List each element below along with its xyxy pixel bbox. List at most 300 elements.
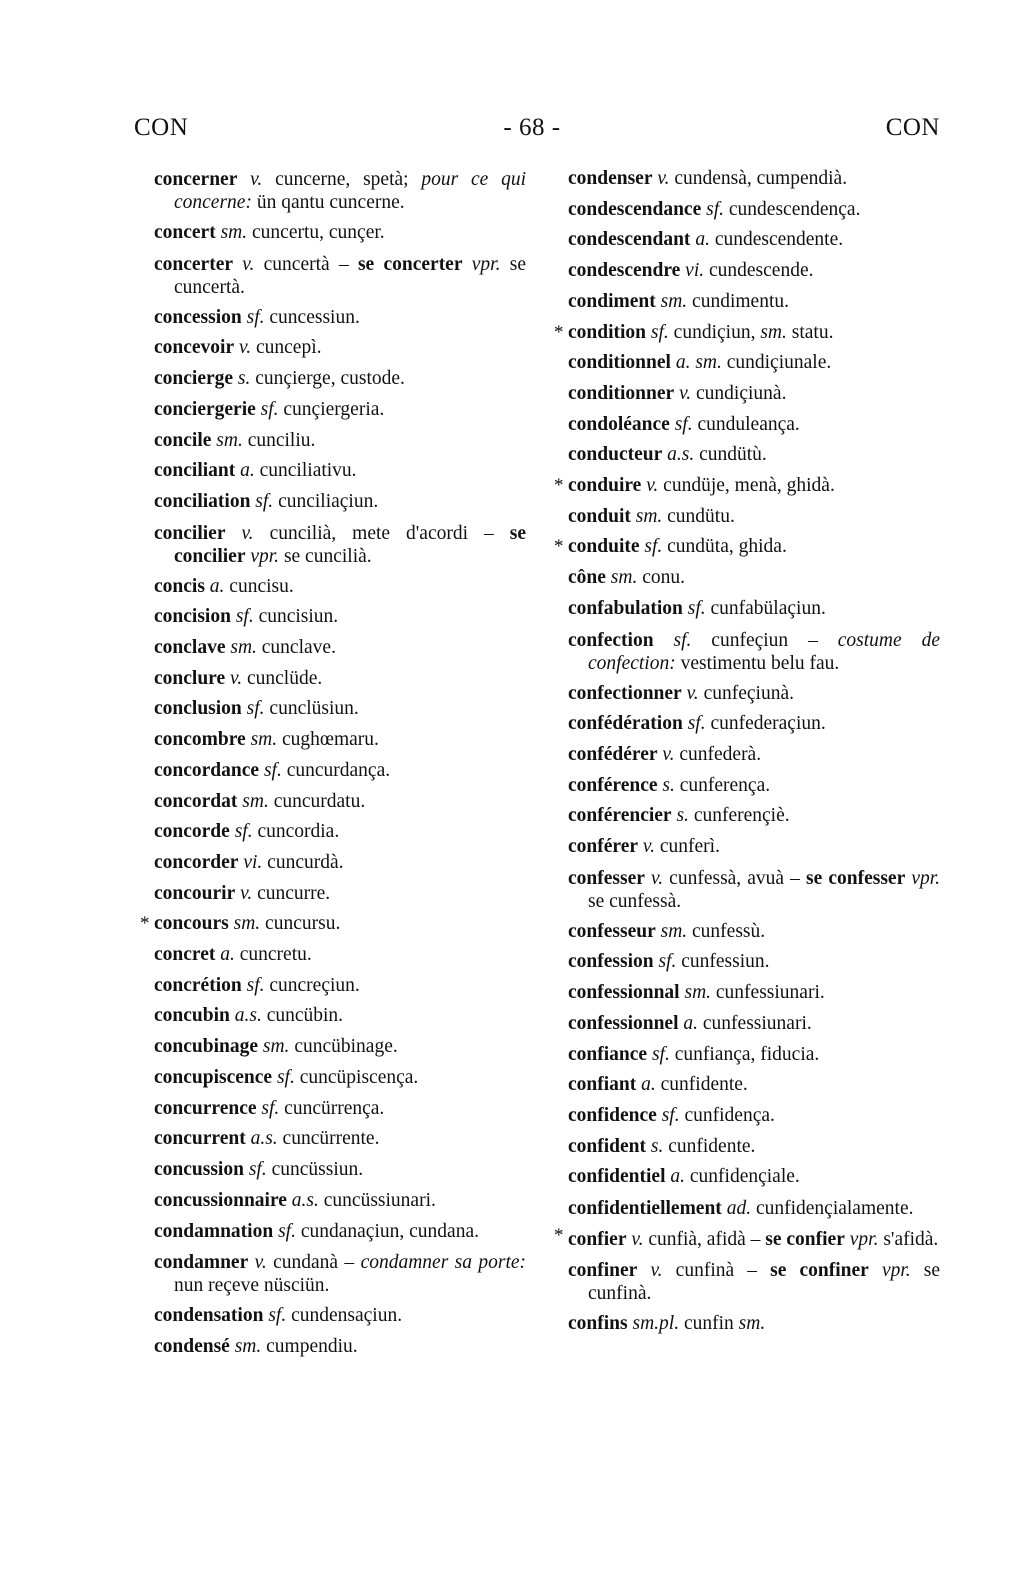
grammar-tag: sm.	[760, 321, 787, 343]
translation: cundiçiunà.	[696, 382, 787, 404]
sub-headword: se concilier	[174, 522, 527, 567]
dictionary-entry	[568, 287, 940, 318]
translation: cunfinà –	[675, 1260, 758, 1282]
headword: conduit	[568, 505, 631, 527]
headword: confection	[568, 629, 654, 651]
translation: cundanaçiun, cundana.	[300, 1221, 479, 1243]
headword: concierge	[154, 368, 234, 390]
grammar-tag: sf.	[248, 1158, 267, 1180]
dictionary-entry	[568, 863, 940, 917]
dictionary-entry	[568, 771, 940, 802]
dictionary-entry	[554, 471, 940, 502]
headword: concordance	[154, 759, 260, 781]
common-word-marker: *	[554, 475, 564, 497]
headword: confiance	[568, 1043, 648, 1065]
dictionary-entry	[154, 333, 526, 364]
grammar-tag: sm.	[660, 290, 688, 312]
translation: se cuncilià.	[283, 545, 372, 567]
dictionary-entry	[154, 364, 526, 395]
headword: concret	[154, 944, 216, 966]
headword: conclure	[154, 667, 226, 689]
headword: concis	[154, 575, 205, 597]
headword: condensé	[154, 1336, 230, 1358]
grammar-tag: v.	[631, 1229, 644, 1251]
headword: confédérer	[568, 743, 658, 765]
common-word-marker: *	[554, 1225, 564, 1247]
translation: cunfin	[683, 1313, 734, 1335]
headword: confabulation	[568, 597, 683, 619]
dictionary-entry	[154, 725, 526, 756]
grammar-tag: sm.	[738, 1313, 766, 1335]
translation: cundescendença.	[728, 198, 861, 220]
translation: cuncurdança.	[286, 759, 391, 781]
translation: cuncisiun.	[258, 606, 339, 628]
headword: confessionnel	[568, 1012, 679, 1034]
headword: conclave	[154, 637, 226, 659]
dictionary-entry	[154, 940, 526, 971]
grammar-tag: sf.	[260, 398, 279, 420]
headword: concision	[154, 606, 231, 628]
headword: concordat	[154, 790, 238, 812]
grammar-tag: sf.	[276, 1066, 295, 1088]
grammar-tag: s.	[662, 774, 675, 796]
translation: cuncübinage.	[294, 1036, 398, 1058]
headword: confectionner	[568, 682, 682, 704]
grammar-tag: a.s.	[250, 1128, 278, 1150]
dictionary-entry	[154, 1124, 526, 1155]
headword: conférencier	[568, 805, 672, 827]
headword: confédération	[568, 713, 683, 735]
dictionary-entry	[154, 694, 526, 725]
headword: concourir	[154, 882, 236, 904]
translation: cuncübin.	[266, 1005, 344, 1027]
grammar-tag: v.	[679, 382, 692, 404]
common-word-marker: *	[554, 321, 564, 343]
translation: cundensà, cumpendià.	[674, 168, 848, 189]
grammar-tag: sm.	[660, 920, 688, 942]
headword: concorder	[154, 851, 239, 873]
dictionary-entry	[568, 1101, 940, 1132]
translation: cunfederà.	[679, 743, 762, 765]
translation: se cuncertà.	[174, 253, 526, 298]
headword: condensation	[154, 1305, 264, 1327]
dictionary-entry	[154, 1186, 526, 1217]
translation: cundescendente.	[714, 229, 844, 251]
dictionary-entry	[154, 1332, 526, 1363]
dictionary-entry	[568, 594, 940, 625]
headword: condoléance	[568, 413, 670, 435]
page-number: - 68 -	[503, 114, 561, 141]
grammar-tag: a.	[240, 460, 255, 482]
dictionary-entry	[154, 787, 526, 818]
dictionary-entry	[154, 1032, 526, 1063]
headword: confident	[568, 1135, 646, 1157]
translation: cunçierge, custode.	[255, 368, 405, 390]
headword: confession	[568, 951, 654, 973]
headword: concupiscence	[154, 1066, 273, 1088]
sub-headword: se confesser	[806, 867, 906, 889]
dictionary-entry	[568, 256, 940, 287]
phrase-translation: vestimentu belu fau.	[680, 652, 840, 674]
header-right-guideword: CON	[885, 114, 940, 141]
translation: cuncüssiunari.	[323, 1189, 436, 1211]
headword: conducteur	[568, 444, 663, 466]
dictionary-entry	[568, 709, 940, 740]
dictionary-entry	[154, 1063, 526, 1094]
translation: cuncretu.	[239, 944, 312, 966]
dictionary-entry	[568, 164, 940, 195]
dictionary-entry	[154, 518, 526, 572]
dictionary-entry	[568, 195, 940, 226]
grammar-tag: v.	[650, 1260, 663, 1282]
grammar-tag: sf.	[235, 606, 254, 628]
headword: conditionner	[568, 382, 675, 404]
headword: confier	[568, 1229, 627, 1251]
dictionary-entry	[568, 348, 940, 379]
grammar-tag: sf.	[263, 759, 282, 781]
headword: confesseur	[568, 920, 656, 942]
grammar-tag: a.s.	[667, 444, 695, 466]
headword: concession	[154, 306, 242, 328]
grammar-tag: sf.	[268, 1305, 287, 1327]
grammar-tag: sf.	[687, 713, 706, 735]
translation: cunfià, afidà –	[648, 1229, 761, 1251]
translation: statu.	[791, 321, 834, 343]
translation: cunfidençiale.	[689, 1166, 800, 1188]
grammar-tag: sm.	[233, 913, 261, 935]
translation: cunfabülaçiun.	[710, 597, 826, 619]
headword: condescendant	[568, 229, 691, 251]
translation: cundimentu.	[692, 290, 789, 312]
dictionary-entry	[568, 679, 940, 710]
headword: confidentiel	[568, 1166, 666, 1188]
grammar-tag: v.	[642, 836, 655, 858]
translation: cumpendiu.	[266, 1336, 358, 1358]
translation: cunfeçiun –	[711, 629, 818, 651]
headword: concorde	[154, 821, 230, 843]
dictionary-entry	[154, 633, 526, 664]
headword: conciliation	[154, 490, 251, 512]
headword: concurrent	[154, 1128, 246, 1150]
dictionary-entry	[154, 848, 526, 879]
dictionary-entry	[568, 410, 940, 441]
headword: concert	[154, 222, 216, 243]
translation: cunfiança, fiducia.	[674, 1043, 820, 1065]
grammar-tag: sm.	[242, 790, 269, 812]
grammar-tag: sm.	[220, 222, 248, 243]
grammar-tag: s.	[237, 368, 251, 390]
translation: cunciliu.	[247, 429, 316, 451]
headword: concurrence	[154, 1097, 257, 1119]
grammar-tag: a.	[683, 1012, 699, 1034]
translation: cuncertu, cunçer.	[252, 222, 385, 243]
sub-headword: se concerter	[357, 253, 463, 275]
translation: cuncilià, mete d'acordi –	[269, 522, 494, 544]
translation: cuncürrente.	[282, 1128, 380, 1150]
dictionary-entry	[568, 563, 940, 594]
grammar-tag: sf.	[246, 306, 265, 328]
headword: conciergerie	[154, 398, 256, 420]
translation: cundensaçiun.	[291, 1305, 403, 1327]
grammar-tag: sf.	[650, 321, 669, 343]
grammar-tag: s.	[676, 805, 689, 827]
headword: condamner	[154, 1252, 249, 1274]
dictionary-entry	[154, 664, 526, 695]
dictionary-entry	[568, 1040, 940, 1071]
dictionary-entry	[154, 879, 526, 910]
grammar-tag: sf.	[651, 1043, 670, 1065]
sub-headword: se confier	[765, 1229, 845, 1251]
translation: cundanà –	[273, 1252, 355, 1274]
dictionary-entry	[568, 1193, 940, 1224]
headword: concilier	[154, 522, 226, 544]
translation: cunclüde.	[246, 667, 323, 689]
dictionary-entry	[154, 1247, 526, 1301]
grammar-tag: v.	[250, 169, 263, 190]
translation: s'afidà.	[883, 1229, 939, 1251]
common-word-marker: *	[140, 913, 150, 935]
dictionary-entry	[154, 1301, 526, 1332]
phrase: condamner sa porte:	[360, 1252, 527, 1274]
phrase-translation: nun reçeve nüsciün.	[174, 1275, 330, 1297]
translation: cuncessiun.	[269, 306, 360, 328]
headword: condition	[568, 321, 647, 343]
dictionary-entry	[568, 1162, 940, 1193]
headword: conduite	[568, 536, 640, 558]
translation: cunferençiè.	[693, 805, 790, 827]
translation: cundüta, ghida.	[667, 536, 787, 558]
translation: se cunfinà.	[588, 1260, 941, 1305]
translation: cunclüsiun.	[269, 698, 359, 720]
translation: cuncepì.	[255, 337, 322, 359]
dictionary-entry	[154, 456, 526, 487]
dictionary-entry	[154, 602, 526, 633]
translation: cunfidençialamente.	[755, 1198, 914, 1220]
grammar-tag: sf.	[706, 198, 725, 220]
headword: concrétion	[154, 974, 242, 996]
grammar-tag: sf.	[255, 490, 274, 512]
headword: confidence	[568, 1104, 657, 1126]
translation: cundütù.	[699, 444, 767, 466]
left-column	[140, 164, 527, 1363]
dictionary-entry	[568, 947, 940, 978]
dictionary-entry	[568, 502, 940, 533]
translation: cuncüssiun.	[271, 1158, 364, 1180]
dictionary-entry	[154, 164, 526, 218]
translation: cunfidente.	[668, 1135, 756, 1157]
dictionary-entry	[554, 532, 940, 563]
headword: concours	[154, 913, 229, 935]
translation: cunfessà, avuà –	[669, 867, 800, 889]
dictionary-entry	[568, 832, 940, 863]
dictionary-entry	[154, 1094, 526, 1125]
translation: cuncordia.	[257, 821, 340, 843]
grammar-tag: ad.	[726, 1198, 752, 1220]
headword: condamnation	[154, 1221, 274, 1243]
dictionary-entry	[568, 801, 940, 832]
grammar-tag: v.	[241, 522, 254, 544]
translation: cunfederaçiun.	[710, 713, 826, 735]
translation: cunfessù.	[692, 920, 766, 942]
headword: conférence	[568, 774, 658, 796]
dictionary-entry	[568, 1070, 940, 1101]
translation: cuncurdà.	[267, 851, 344, 873]
translation: cunciliativu.	[259, 460, 357, 482]
dictionary-entry	[154, 218, 526, 249]
grammar-tag: v.	[662, 743, 675, 765]
dictionary-entry	[568, 740, 940, 771]
translation: cunçiergeria.	[283, 398, 385, 420]
headword: concombre	[154, 729, 246, 751]
dictionary-entry	[154, 1001, 526, 1032]
grammar-tag: a.	[695, 229, 710, 251]
headword: concubin	[154, 1005, 230, 1027]
dictionary-entry	[154, 1216, 526, 1247]
translation: cunfessiunari.	[702, 1012, 812, 1034]
dictionary-entry	[568, 917, 940, 948]
grammar-tag: sf.	[658, 951, 677, 973]
grammar-tag: a.s.	[291, 1189, 319, 1211]
grammar-tag: sm.	[216, 429, 243, 451]
headword: concevoir	[154, 337, 235, 359]
grammar-tag: a.	[641, 1074, 656, 1096]
grammar-tag: v.	[239, 337, 252, 359]
grammar-tag: a. sm.	[675, 352, 722, 374]
dictionary-entry	[154, 756, 526, 787]
dictionary-entry	[154, 971, 526, 1002]
headword: concile	[154, 429, 212, 451]
grammar-tag: vpr.	[471, 253, 501, 275]
headword: concussionnaire	[154, 1189, 287, 1211]
translation: cundüje, menà, ghidà.	[663, 475, 835, 497]
grammar-tag: sm.	[230, 637, 257, 659]
headword: conclusion	[154, 698, 242, 720]
translation: cunduleança.	[697, 413, 800, 435]
headword: confins	[568, 1313, 628, 1335]
common-word-marker: *	[554, 536, 564, 558]
translation: cunferì.	[659, 836, 720, 858]
header-left-guideword: CON	[134, 114, 189, 141]
grammar-tag: sf.	[278, 1221, 296, 1243]
grammar-tag: vi.	[243, 851, 263, 873]
sub-headword: se confiner	[770, 1260, 869, 1282]
translation: cuncisu.	[229, 575, 294, 597]
grammar-tag: sf.	[246, 698, 265, 720]
dictionary-entry	[554, 1224, 940, 1255]
translation: cuncurdatu.	[273, 790, 366, 812]
dictionary-entry	[568, 225, 940, 256]
grammar-tag: sm.	[250, 729, 278, 751]
translation: cunciliaçiun.	[278, 490, 379, 512]
headword: condenser	[568, 168, 653, 189]
grammar-tag: vi.	[685, 260, 705, 282]
grammar-tag: sm.	[262, 1036, 290, 1058]
translation: cuncurre.	[257, 882, 331, 904]
grammar-tag: a.	[209, 575, 225, 597]
headword: confiner	[568, 1260, 638, 1282]
grammar-tag: v.	[657, 168, 670, 189]
grammar-tag: sf.	[246, 974, 265, 996]
grammar-tag: s.	[650, 1135, 664, 1157]
grammar-tag: sm.	[635, 505, 663, 527]
grammar-tag: v.	[240, 882, 253, 904]
headword: cône	[568, 567, 606, 589]
dictionary-entry	[568, 1309, 940, 1340]
phrase: pour ce qui concerne:	[174, 169, 527, 213]
dictionary-entry	[554, 318, 940, 349]
headword: confesser	[568, 867, 645, 889]
headword: concerner	[154, 169, 238, 190]
dictionary-entry	[154, 487, 526, 518]
grammar-tag: a.s.	[234, 1005, 262, 1027]
grammar-tag: v.	[254, 1252, 267, 1274]
translation: cunfessiunari.	[715, 982, 825, 1004]
right-column	[554, 164, 941, 1340]
grammar-tag: sf.	[674, 413, 693, 435]
grammar-tag: sm.	[684, 982, 712, 1004]
dictionary-entry	[568, 1009, 940, 1040]
translation: cuncerne, spetà;	[275, 169, 409, 190]
translation: cunfeçiunà.	[703, 682, 794, 704]
grammar-tag: v.	[646, 475, 659, 497]
headword: confessionnal	[568, 982, 680, 1004]
translation: cunferença.	[679, 774, 771, 796]
translation: se cunfessà.	[588, 890, 682, 912]
grammar-tag: v.	[650, 867, 664, 889]
translation: cundescende.	[709, 260, 814, 282]
grammar-tag: vpr.	[849, 1229, 879, 1251]
grammar-tag: v.	[230, 667, 243, 689]
headword: confiant	[568, 1074, 637, 1096]
headword: condescendre	[568, 260, 681, 282]
translation: cunfidente.	[660, 1074, 748, 1096]
dictionary-entry	[568, 440, 940, 471]
headword: concerter	[154, 253, 234, 275]
headword: condescendance	[568, 198, 702, 220]
headword: condiment	[568, 290, 656, 312]
grammar-tag: vpr.	[911, 867, 941, 889]
translation: cunfessiun.	[681, 951, 770, 973]
grammar-tag: v.	[686, 682, 699, 704]
grammar-tag: sm.	[610, 567, 638, 589]
translation: cunfidença.	[684, 1104, 775, 1126]
translation: cuncreçiun.	[269, 974, 360, 996]
grammar-tag: sf.	[673, 629, 692, 651]
translation: cundütu.	[667, 505, 735, 527]
grammar-tag: vpr.	[250, 545, 280, 567]
dictionary-entry	[154, 1155, 526, 1186]
grammar-tag: vpr.	[881, 1260, 911, 1282]
dictionary-entry	[154, 395, 526, 426]
translation: conu.	[642, 567, 685, 589]
grammar-tag: v.	[242, 253, 255, 275]
grammar-tag: sf.	[687, 597, 706, 619]
dictionary-entry	[568, 978, 940, 1009]
dictionary-entry	[140, 909, 526, 940]
dictionary-entry	[154, 817, 526, 848]
translation: cuncertà –	[263, 253, 349, 275]
headword: concubinage	[154, 1036, 259, 1058]
grammar-tag: sf.	[261, 1097, 280, 1119]
headword: conditionnel	[568, 352, 671, 374]
headword: conciliant	[154, 460, 236, 482]
phrase-translation: ün qantu cuncerne.	[256, 192, 405, 213]
headword: conférer	[568, 836, 639, 858]
headword: conduire	[568, 475, 642, 497]
grammar-tag: sm.pl.	[632, 1313, 680, 1335]
translation: cundiçiunale.	[726, 352, 832, 374]
dictionary-entry	[568, 1255, 940, 1309]
